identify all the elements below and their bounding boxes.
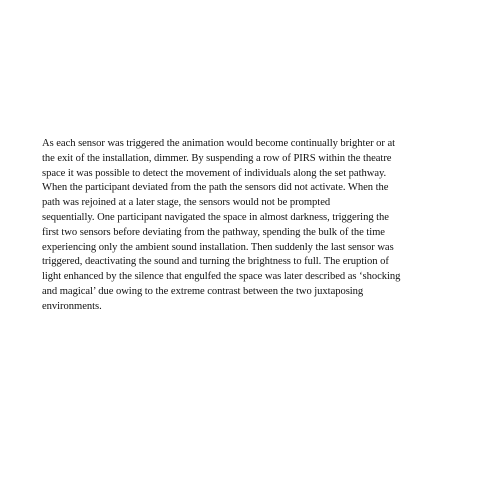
paragraph-line: experiencing only the ambient sound installation. Then suddenly the last sensor was	[42, 241, 394, 253]
paragraph-line: environments.	[42, 300, 102, 312]
paragraph-line: and magical’ due owing to the extreme contrast between the two juxtaposing	[42, 285, 364, 297]
paragraph-line: path was rejoined at a later stage, the sensors would not be prompted	[42, 197, 331, 209]
paragraph-line: sequentially. One participant navigated the space in almost darkness, triggering the	[42, 211, 389, 223]
paragraph-line: triggered, deactivating the sound and turning the brightness to full. The eruption of	[42, 256, 389, 268]
paragraph-line: When the participant deviated from the path the sensors did not activate. When the	[42, 182, 389, 194]
paragraph-line: space it was possible to detect the movement of individuals along the set pathway.	[42, 167, 387, 179]
body-paragraph	[42, 137, 480, 315]
paragraph-line: light enhanced by the silence that engulfed the space was later described as ‘shocking	[42, 271, 401, 283]
paragraph-line: first two sensors before deviating from the pathway, spending the bulk of the time	[42, 226, 385, 238]
paragraph-line: the exit of the installation, dimmer. By suspending a row of PIRS within the theatre	[42, 152, 392, 164]
paragraph-line: As each sensor was triggered the animation would become continually brighter or at	[42, 138, 396, 149]
